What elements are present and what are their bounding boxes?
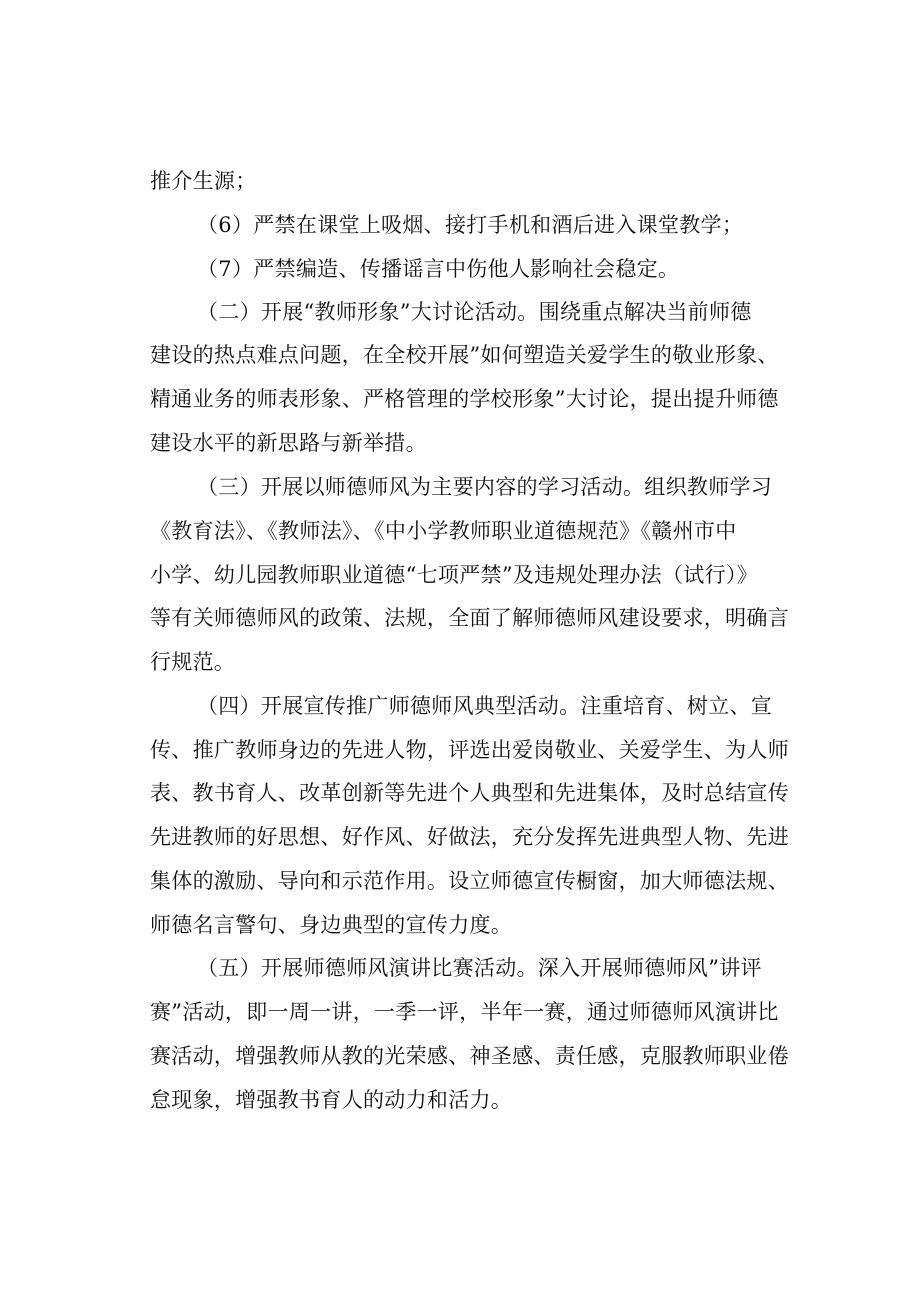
text-line-12: 行规范。 xyxy=(150,650,236,674)
text-line-17: 集体的激励、导向和示范作用。设立师德宣传橱窗，加大师德法规、 xyxy=(150,869,789,893)
text-line-22: 怠现象，增强教书育人的动力和活力。 xyxy=(150,1088,513,1112)
text-line-1: 推介生源； xyxy=(150,169,257,193)
text-line-5: 建设的热点难点问题，在全校开展”如何塑造关爱学生的敬业形象、 xyxy=(150,343,779,367)
text-line-3: （7）严禁编造、传播谣言中伤他人影响社会稳定。 xyxy=(197,257,680,281)
text-line-4: （二）开展“教师形象”大讨论活动。围绕重点解决当前师德 xyxy=(197,300,752,324)
text-line-15: 表、教书育人、改革创新等先进个人典型和先进集体，及时总结宣传 xyxy=(150,781,789,805)
text-line-11: 等有关师德师风的政策、法规，全面了解师德师风建设要求，明确言 xyxy=(150,606,789,630)
text-line-10: 小学、幼儿园教师职业道德“七项严禁”及违规处理办法（试行）》 xyxy=(150,563,758,587)
text-line-18: 师德名言警句、身边典型的宣传力度。 xyxy=(150,913,513,937)
text-line-8: （三）开展以师德师风为主要内容的学习活动。组织教师学习 xyxy=(197,475,773,499)
text-line-2: （6）严禁在课堂上吸烟、接打手机和酒后进入课堂教学； xyxy=(197,213,744,237)
text-line-7: 建设水平的新思路与新举措。 xyxy=(150,431,427,455)
text-line-13: （四）开展宣传推广师德师风典型活动。注重培育、树立、宣 xyxy=(197,694,773,718)
text-line-14: 传、推广教师身边的先进人物，评选出爱岗敬业、关爱学生、为人师 xyxy=(150,738,789,762)
text-line-19: （五）开展师德师风演讲比赛活动。深入开展师德师风”讲评 xyxy=(197,956,762,980)
text-line-6: 精通业务的师表形象、严格管理的学校形象”大讨论，提出提升师德 xyxy=(150,387,779,411)
text-line-20: 赛”活动，即一周一讲，一季一评，半年一赛，通过师德师风演讲比 xyxy=(150,1000,779,1024)
text-line-16: 先进教师的好思想、好作风、好做法，充分发挥先进典型人物、先进 xyxy=(150,825,789,849)
text-line-9: 《教育法》、《教师法》、《中小学教师职业道德规范》《赣州市中 xyxy=(150,519,737,543)
text-line-21: 赛活动，增强教师从教的光荣感、神圣感、责任感，克服教师职业倦 xyxy=(150,1044,789,1068)
